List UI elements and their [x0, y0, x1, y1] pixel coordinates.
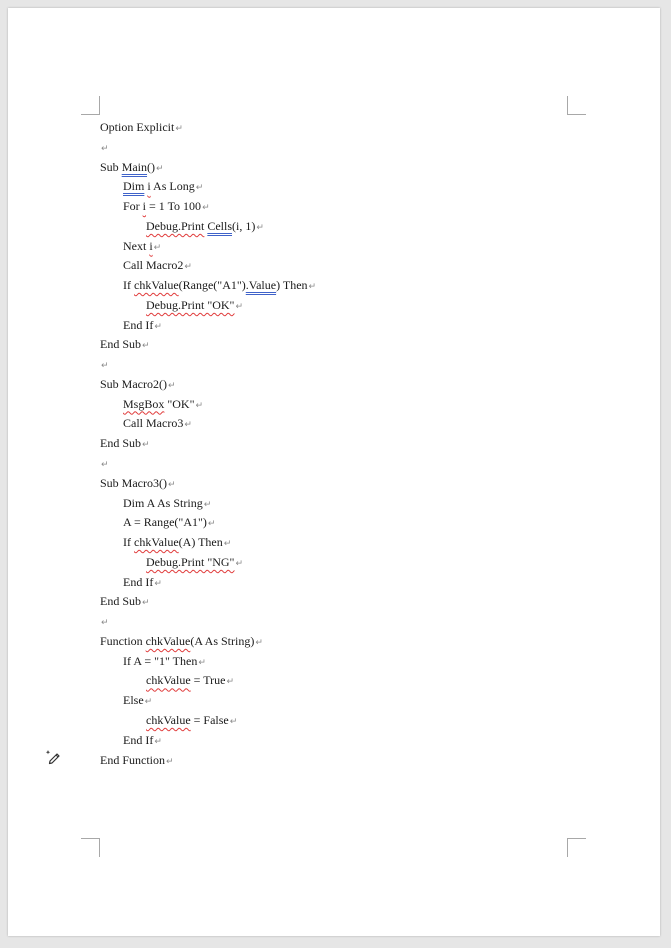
code-line: [100, 652, 570, 672]
spelling-flag[interactable]: MsgBox: [123, 396, 165, 411]
code-text: Dim A As String: [123, 495, 203, 510]
code-line: [100, 296, 570, 316]
code-line: [100, 237, 570, 257]
code-text: End If: [123, 574, 154, 589]
crop-mark-top-left: [81, 96, 100, 115]
paragraph-mark: ↵: [101, 361, 109, 372]
paragraph-mark: ↵: [195, 183, 204, 194]
code-line: [100, 474, 570, 494]
code-line: [100, 434, 570, 454]
code-text: "OK": [164, 396, 195, 411]
code-text: Option Explicit: [100, 120, 175, 134]
paragraph-mark: ↵: [101, 618, 109, 629]
code-line: [100, 494, 570, 514]
crop-mark-top-right: [567, 96, 586, 115]
editor-pen-sparkle-icon[interactable]: [45, 748, 63, 766]
code-text: = 1 To 100: [146, 199, 202, 214]
code-text: End Sub: [100, 337, 142, 352]
code-text: End Function: [100, 752, 165, 767]
code-line: [100, 711, 570, 731]
paragraph-mark: ↵: [154, 321, 162, 332]
grammar-flag[interactable]: .Value: [245, 278, 277, 293]
code-text: ) Then: [276, 278, 308, 293]
grammar-flag[interactable]: Dim: [123, 179, 145, 194]
paragraph-mark: ↵: [167, 380, 176, 391]
paragraph-mark: ↵: [142, 440, 150, 451]
paragraph-mark: ↵: [144, 697, 153, 708]
code-line: [100, 751, 570, 771]
document-body[interactable]: [100, 118, 570, 770]
crop-mark-bottom-right: [567, 838, 586, 857]
code-line: [100, 612, 570, 632]
paragraph-mark: ↵: [101, 143, 109, 154]
paragraph-mark: ↵: [235, 558, 244, 569]
code-text: Sub Macro3(): [100, 475, 167, 490]
code-line: [100, 375, 570, 395]
code-line: [100, 177, 570, 197]
code-text: (Range("A1"): [178, 278, 246, 293]
paragraph-mark: ↵: [142, 598, 150, 609]
paragraph-mark: ↵: [223, 539, 232, 550]
spelling-flag[interactable]: chkValue: [134, 535, 179, 550]
code-text: Call Macro2: [123, 258, 184, 273]
paragraph-mark: ↵: [184, 420, 192, 431]
spelling-flag[interactable]: i: [147, 179, 151, 194]
paragraph-mark: ↵: [235, 301, 244, 312]
code-line: [100, 414, 570, 434]
code-text: (A) Then: [178, 535, 223, 550]
code-text: Function: [100, 633, 146, 648]
code-text: If A = "1" Then: [123, 653, 198, 668]
code-text: End If: [123, 317, 154, 332]
spelling-flag[interactable]: chkValue: [146, 712, 191, 727]
code-line: [100, 316, 570, 336]
code-line: [100, 217, 570, 237]
spelling-flag[interactable]: Debug.Print "OK": [146, 297, 235, 312]
code-line: [100, 395, 570, 415]
paragraph-mark: ↵: [226, 677, 234, 688]
code-text: = False: [190, 712, 229, 727]
paragraph-mark: ↵: [195, 400, 204, 411]
code-text: (i, 1): [232, 218, 256, 233]
spelling-flag[interactable]: i: [149, 238, 153, 253]
paragraph-mark: ↵: [167, 479, 176, 490]
paragraph-mark: ↵: [308, 282, 317, 293]
paragraph-mark: ↵: [255, 637, 263, 648]
code-line: [100, 276, 570, 296]
paragraph-mark: ↵: [198, 657, 206, 668]
paragraph-mark: ↵: [154, 578, 162, 589]
paragraph-mark: ↵: [156, 163, 164, 174]
code-text: Else: [123, 693, 144, 708]
code-line: [100, 138, 570, 158]
code-text: End Sub: [100, 594, 142, 609]
code-line: [100, 355, 570, 375]
code-line: [100, 553, 570, 573]
code-text: (A As String): [190, 633, 255, 648]
code-text: If: [123, 535, 134, 550]
code-line: [100, 158, 570, 178]
code-text: Next: [123, 238, 150, 253]
document-page: [8, 8, 660, 936]
code-line: [100, 632, 570, 652]
code-line: [100, 513, 570, 533]
paragraph-mark: ↵: [142, 341, 150, 352]
code-text: End If: [123, 732, 154, 747]
spelling-flag[interactable]: Debug.Print "NG": [146, 554, 235, 569]
code-text: (): [147, 159, 156, 174]
code-line: [100, 691, 570, 711]
code-line: [100, 731, 570, 751]
paragraph-mark: ↵: [154, 736, 162, 747]
code-text: = True: [190, 673, 226, 688]
code-line: [100, 197, 570, 217]
code-line: [100, 533, 570, 553]
spelling-flag[interactable]: chkValue: [134, 278, 179, 293]
code-text: Sub Macro2(): [100, 376, 167, 391]
spelling-flag[interactable]: Debug.Print: [146, 218, 205, 233]
code-line: [100, 671, 570, 691]
spelling-flag[interactable]: chkValue: [145, 633, 191, 648]
code-text: A = Range("A1"): [123, 515, 207, 530]
code-line: [100, 335, 570, 355]
paragraph-mark: ↵: [202, 203, 210, 214]
code-text: For: [123, 199, 143, 214]
spelling-flag[interactable]: i: [142, 199, 147, 214]
code-line: [100, 573, 570, 593]
paragraph-mark: ↵: [184, 262, 192, 273]
paragraph-mark: ↵: [166, 756, 174, 767]
paragraph-mark: ↵: [229, 716, 238, 727]
code-line: [100, 118, 570, 138]
code-line: [100, 454, 570, 474]
paragraph-mark: ↵: [203, 499, 212, 510]
code-text: Sub: [100, 159, 122, 174]
paragraph-mark: ↵: [101, 460, 109, 471]
grammar-flag[interactable]: Cells: [207, 218, 233, 233]
spelling-flag[interactable]: chkValue: [146, 673, 191, 688]
code-text: End Sub: [100, 436, 142, 451]
code-text: As Long: [150, 179, 195, 194]
code-line: [100, 256, 570, 276]
paragraph-mark: ↵: [207, 519, 216, 530]
code-text: Call Macro3: [123, 416, 184, 431]
paragraph-mark: ↵: [153, 242, 162, 253]
code-text: If: [123, 278, 134, 293]
crop-mark-bottom-left: [81, 838, 100, 857]
paragraph-mark: ↵: [256, 222, 264, 233]
code-line: [100, 592, 570, 612]
grammar-flag[interactable]: Main: [121, 159, 148, 174]
paragraph-mark: ↵: [175, 124, 183, 134]
